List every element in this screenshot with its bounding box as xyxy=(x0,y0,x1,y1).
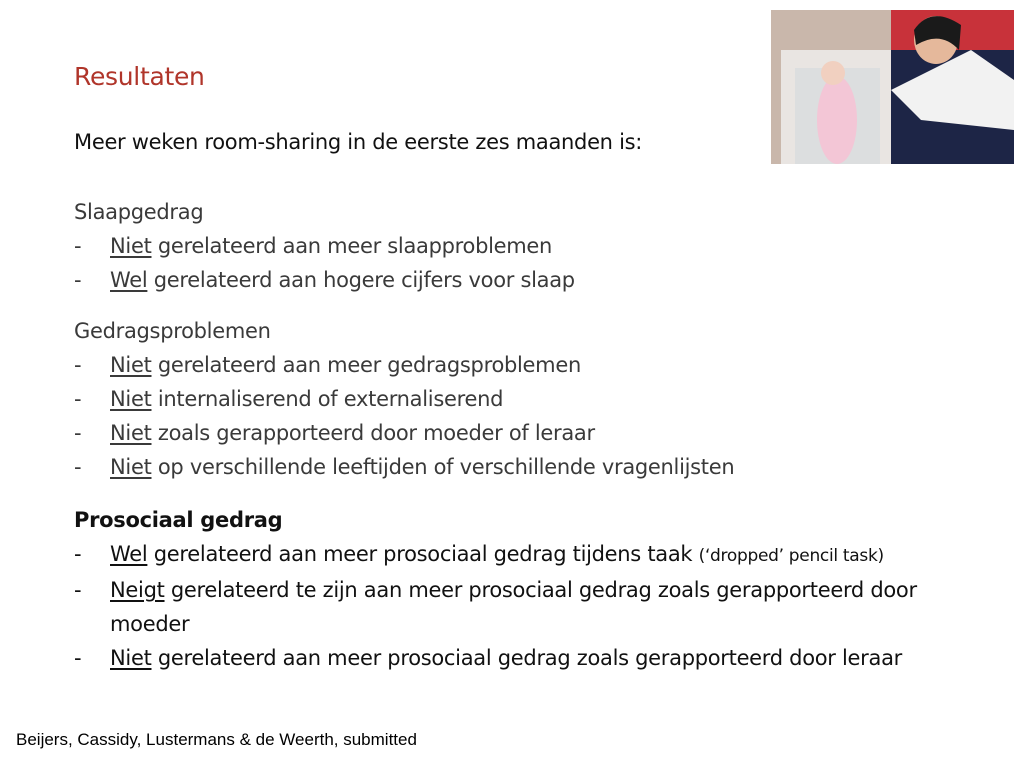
section-heading: Prosociaal gedrag xyxy=(74,508,283,532)
dash-bullet: - xyxy=(74,353,82,377)
list-item xyxy=(74,450,734,484)
dash-bullet: - xyxy=(74,268,82,292)
item-key: Wel xyxy=(110,542,148,566)
item-text: gerelateerd aan hogere cijfers voor slaap xyxy=(147,268,575,292)
dash-bullet: - xyxy=(74,578,82,602)
citation: Beijers, Cassidy, Lustermans & de Weerth, submitted xyxy=(16,730,417,749)
list-item xyxy=(74,229,575,263)
item-key: Niet xyxy=(110,421,152,445)
item-text: gerelateerd aan meer slaapproblemen xyxy=(151,234,553,258)
section-prosocial xyxy=(74,503,994,675)
item-text: gerelateerd aan meer gedragsproblemen xyxy=(151,353,581,377)
section-heading: Gedragsproblemen xyxy=(74,319,271,343)
intro-text: Meer weken room-sharing in de eerste zes maanden is: xyxy=(74,130,643,154)
dash-bullet: - xyxy=(74,387,82,411)
item-text: op verschillende leeftijden of verschillende vragenlijsten xyxy=(151,455,735,479)
item-key: Niet xyxy=(110,387,152,411)
dash-bullet: - xyxy=(74,646,82,670)
item-note: (‘dropped’ pencil task) xyxy=(698,546,884,566)
dash-bullet: - xyxy=(74,421,82,445)
item-key: Niet xyxy=(110,353,152,377)
item-key: Niet xyxy=(110,646,152,670)
list-item xyxy=(74,382,734,416)
list-item xyxy=(74,348,734,382)
list-item xyxy=(74,416,734,450)
item-key: Niet xyxy=(110,234,152,258)
slide-title: Resultaten xyxy=(74,62,205,91)
item-text: gerelateerd te zijn aan meer prosociaal gedrag zoals gerapporteerd door moeder xyxy=(110,578,917,636)
list-item xyxy=(74,573,994,641)
photo-room-sharing xyxy=(771,10,1014,164)
item-text: gerelateerd aan meer prosociaal gedrag zoals gerapporteerd door leraar xyxy=(151,646,902,670)
item-text: zoals gerapporteerd door moeder of leraar xyxy=(151,421,595,445)
item-key: Niet xyxy=(110,455,152,479)
list-item xyxy=(74,263,575,297)
list-item xyxy=(74,537,994,573)
dash-bullet: - xyxy=(74,234,82,258)
section-heading: Slaapgedrag xyxy=(74,200,204,224)
section-behavior xyxy=(74,314,734,484)
room-sharing-photo-icon xyxy=(771,10,1014,164)
section-sleep xyxy=(74,195,575,297)
item-key: Neigt xyxy=(110,578,165,602)
list-item xyxy=(74,641,994,675)
item-key: Wel xyxy=(110,268,148,292)
item-text: gerelateerd aan meer prosociaal gedrag tijdens taak xyxy=(147,542,699,566)
dash-bullet: - xyxy=(74,455,82,479)
dash-bullet: - xyxy=(74,542,82,566)
item-text: internaliserend of externaliserend xyxy=(151,387,504,411)
